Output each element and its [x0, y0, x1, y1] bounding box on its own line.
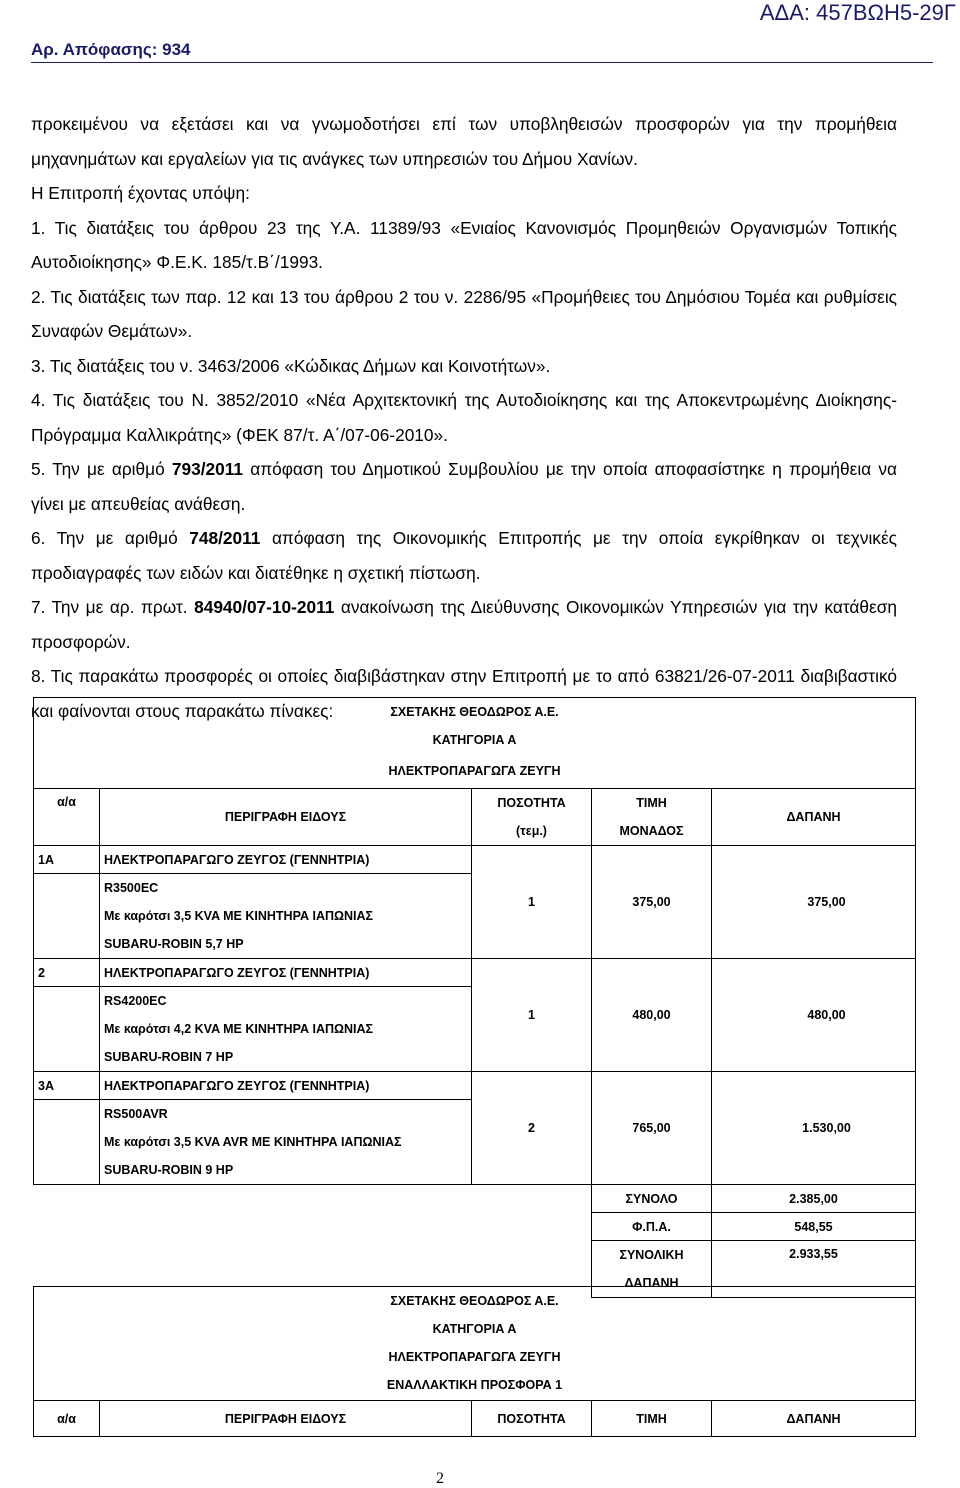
table1-header-price-1: ΤΙΜΗ	[636, 796, 667, 810]
table1-header-qty-1: ΠΟΣΟΤΗΤΑ	[497, 796, 566, 810]
table-row	[34, 1072, 916, 1100]
table1-group: ΗΛΕΚΤΡΟΠΑΡΑΓΩΓΑ ΖΕΥΓΗ	[34, 754, 916, 789]
table-row	[34, 846, 916, 874]
offer-table-1	[33, 697, 916, 1298]
table2-supplier: ΣΧΕΤΑΚΗΣ ΘΕΟΔΩΡΟΣ Α.Ε.	[34, 1287, 916, 1315]
row3-qty: 2	[472, 1072, 592, 1185]
total-grand-value: 2.933,55	[712, 1241, 916, 1298]
ada-code: ΑΔΑ: 457ΒΩΗ5-29Γ	[759, 0, 956, 25]
item-1: 1. Τις διατάξεις του άρθρου 23 της Υ.Α. 11389/93 «Ενιαίος Κανονισμός Προμηθειών Οργανισμών Τοπικής Αυτοδιοίκησης» Φ.Ε.Κ. 185/τ.Β΄/1993.	[31, 217, 897, 272]
row3-aa-cont	[34, 1100, 100, 1185]
item-7	[31, 590, 897, 659]
row3-details	[100, 1100, 472, 1185]
total-vat-label: Φ.Π.Α.	[592, 1213, 712, 1241]
row1-aa-cont	[34, 874, 100, 959]
row2-title: ΗΛΕΚΤΡΟΠΑΡΑΓΩΓΟ ΖΕΥΓΟΣ (ΓΕΝΝΗΤΡΙΑ)	[100, 959, 472, 987]
total-sum-label: ΣΥΝΟΛΟ	[592, 1185, 712, 1213]
total-grand-label-2: ΔΑΠΑΝΗ	[624, 1276, 679, 1290]
row1-spec: Με καρότσι 3,5 KVA ΜΕ ΚΙΝΗΤΗΡΑ ΙΑΠΩΝΙΑΣ	[104, 909, 374, 923]
row1-title: ΗΛΕΚΤΡΟΠΑΡΑΓΩΓΟ ΖΕΥΓΟΣ (ΓΕΝΝΗΤΡΙΑ)	[100, 846, 472, 874]
item-5-lead: 5. Την με αριθμό	[31, 459, 172, 479]
row2-price: 480,00	[592, 959, 712, 1072]
table1-header-cost: ΔΑΠΑΝΗ	[712, 789, 916, 846]
table1-header-qty	[472, 789, 592, 846]
table2-header-price: ΤΙΜΗ	[592, 1401, 712, 1437]
table2-header-qty: ΠΟΣΟΤΗΤΑ	[472, 1401, 592, 1437]
item-2: 2. Τις διατάξεις των παρ. 12 και 13 του άρθρου 2 του ν. 2286/95 «Προμήθειες του Δημόσιου Τομέα και ρυθμίσεις Συναφών Θεμάτων».	[31, 286, 897, 341]
row3-price: 765,00	[592, 1072, 712, 1185]
row1-model: R3500EC	[104, 881, 159, 895]
table2-offer: ΕΝΑΛΛΑΚΤΙΚΗ ΠΡΟΣΦΟΡΑ 1	[34, 1371, 916, 1401]
document-body	[31, 107, 897, 728]
total-grand-label-1: ΣΥΝΟΛΙΚΗ	[619, 1248, 684, 1262]
table1-supplier: ΣΧΕΤΑΚΗΣ ΘΕΟΔΩΡΟΣ Α.Ε.	[34, 698, 916, 726]
item-7-rest: ανακοίνωση της Διεύθυνσης Οικονομικών Υπηρεσιών για την κατάθεση προσφορών.	[31, 597, 898, 652]
row2-aa: 2	[34, 959, 100, 987]
table1-header-qty-2: (τεμ.)	[516, 824, 547, 838]
offer-table-2	[33, 1286, 916, 1437]
row1-details	[100, 874, 472, 959]
table1-header-desc: ΠΕΡΙΓΡΑΦΗ ΕΙΔΟΥΣ	[100, 789, 472, 846]
row1-engine: SUBARU-ROBIN 5,7 HP	[104, 937, 244, 951]
item-7-ref: 84940/07-10-2011	[194, 597, 335, 617]
row1-price: 375,00	[592, 846, 712, 959]
decision-number: Αρ. Απόφασης: 934	[31, 40, 191, 59]
row2-engine: SUBARU-ROBIN 7 HP	[104, 1050, 234, 1064]
row3-title: ΗΛΕΚΤΡΟΠΑΡΑΓΩΓΟ ΖΕΥΓΟΣ (ΓΕΝΝΗΤΡΙΑ)	[100, 1072, 472, 1100]
item-3: 3. Τις διατάξεις του ν. 3463/2006 «Κώδικας Δήμων και Κοινοτήτων».	[31, 355, 551, 376]
row2-qty: 1	[472, 959, 592, 1072]
row2-details	[100, 987, 472, 1072]
row2-model: RS4200EC	[104, 994, 167, 1008]
item-8: 8. Τις παρακάτω προσφορές οι οποίες διαβιβάστηκαν στην Επιτροπή με το από 63821/26-07-2011 διαβιβαστικό και φαίνονται στους παρακάτω πίνακες:	[31, 666, 897, 721]
item-5-ref: 793/2011	[171, 459, 244, 479]
table2-group: ΗΛΕΚΤΡΟΠΑΡΑΓΩΓΑ ΖΕΥΓΗ	[34, 1343, 916, 1371]
row2-spec: Με καρότσι 4,2 KVA ΜΕ ΚΙΝΗΤΗΡΑ ΙΑΠΩΝΙΑΣ	[104, 1022, 374, 1036]
table2-header-cost: ΔΑΠΑΝΗ	[712, 1401, 916, 1437]
item-4: 4. Τις διατάξεις του Ν. 3852/2010 «Νέα Αρχιτεκτονική της Αυτοδιοίκησης και της Αποκεντρωμένης Διοίκησης-Πρόγραμμα Καλλικράτης» (ΦΕΚ 87/τ. Α΄/07-06-2010».	[31, 390, 897, 445]
total-vat-value: 548,55	[712, 1213, 916, 1241]
row1-cost: 375,00	[712, 846, 916, 959]
item-7-lead: 7. Την με αρ. πρωτ.	[31, 597, 195, 617]
row3-model: RS500AVR	[104, 1107, 168, 1121]
intro-paragraph: προκειμένου να εξετάσει και να γνωμοδοτήσει επί των υποβληθεισών προσφορών για την προμήθεια μηχανημάτων και εργαλείων για τις ανάγκες των υπηρεσιών του Δήμου Χανίων.	[31, 114, 897, 169]
item-5	[31, 452, 897, 521]
table1-header-price-2: ΜΟΝΑΔΟΣ	[619, 824, 684, 838]
item-6-lead: 6. Την με αριθμό	[31, 528, 190, 548]
row2-cost: 480,00	[712, 959, 916, 1072]
item-6-ref: 748/2011	[189, 528, 261, 548]
row2-aa-cont	[34, 987, 100, 1072]
row1-qty: 1	[472, 846, 592, 959]
item-5-rest: απόφαση του Δημοτικού Συμβουλίου με την οποία αποφασίστηκε η προμήθεια να γίνει με απευθείας ανάθεση.	[31, 459, 897, 514]
item-6	[31, 521, 897, 590]
table2-header-desc: ΠΕΡΙΓΡΑΦΗ ΕΙΔΟΥΣ	[100, 1401, 472, 1437]
intro-considering: Η Επιτροπή έχοντας υπόψη:	[31, 183, 250, 203]
table2-header-aa: α/α	[34, 1401, 100, 1437]
table1-header-aa: α/α	[34, 789, 100, 846]
page-number: 2	[436, 1470, 444, 1487]
row3-engine: SUBARU-ROBIN 9 HP	[104, 1163, 234, 1177]
row1-aa: 1Α	[34, 846, 100, 874]
row3-spec: Με καρότσι 3,5 KVA AVR ΜΕ ΚΙΝΗΤΗΡΑ ΙΑΠΩΝΙΑΣ	[104, 1135, 402, 1149]
table1-category: ΚΑΤΗΓΟΡΙΑ Α	[34, 726, 916, 754]
item-6-rest: απόφαση της Οικονομικής Επιτροπής με την οποία εγκρίθηκαν οι τεχνικές προδιαγραφές των ειδών και διατέθηκε η σχετική πίστωση.	[31, 528, 897, 583]
table-row	[34, 959, 916, 987]
table1-header-price	[592, 789, 712, 846]
row3-cost: 1.530,00	[712, 1072, 916, 1185]
total-sum-value: 2.385,00	[712, 1185, 916, 1213]
header-rule	[31, 62, 933, 63]
table2-category: ΚΑΤΗΓΟΡΙΑ Α	[34, 1315, 916, 1343]
row3-aa: 3Α	[34, 1072, 100, 1100]
